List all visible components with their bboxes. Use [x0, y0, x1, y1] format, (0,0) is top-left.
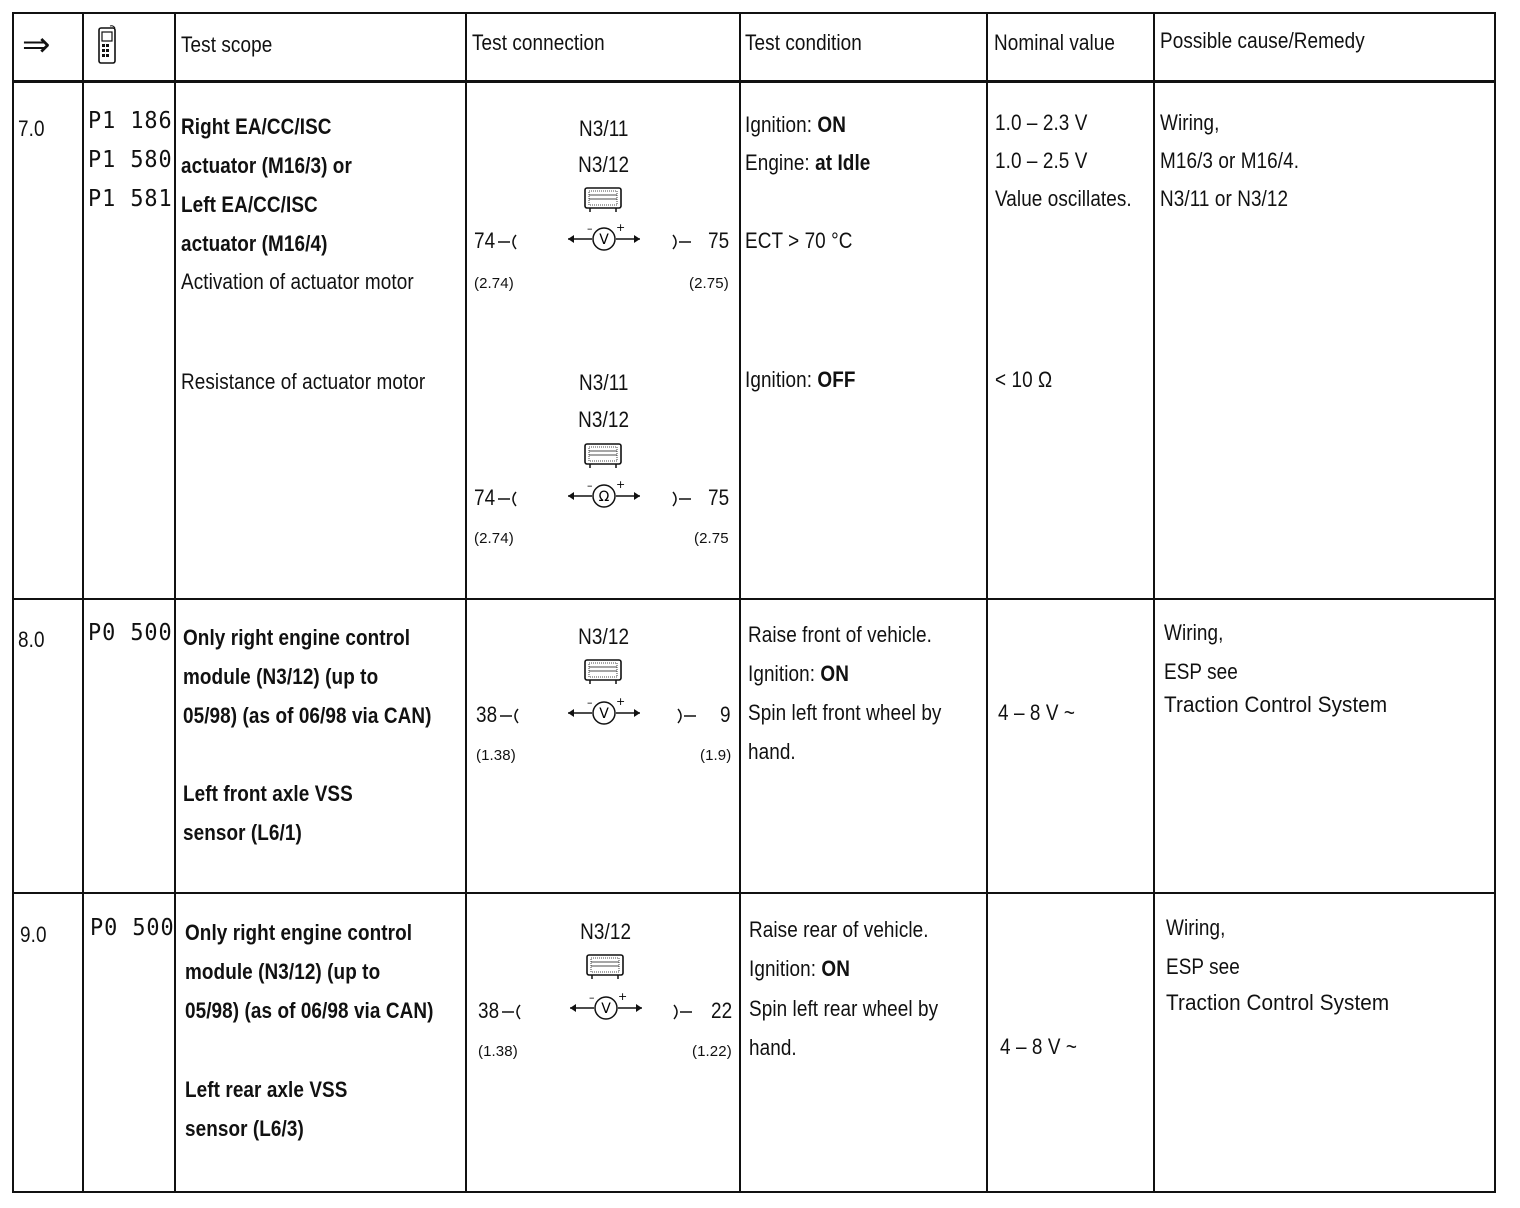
nominal-value: Value oscillates.: [995, 186, 1132, 211]
left-pin-ref: (2.74): [474, 530, 514, 547]
svg-text:V: V: [599, 232, 609, 248]
nominal-value: 1.0 – 2.5 V: [995, 148, 1088, 173]
svg-text:Ω: Ω: [598, 489, 610, 505]
cause-line: Wiring,: [1160, 110, 1220, 135]
row-divider: [14, 892, 1494, 894]
svg-text:V: V: [599, 706, 609, 722]
left-pin: 38: [478, 998, 500, 1023]
svg-text:+: +: [618, 990, 628, 1003]
scope-line: Resistance of actuator motor: [181, 369, 426, 394]
scope-line: Left rear axle VSS: [185, 1077, 348, 1102]
condition-ignition: Ignition: ON: [745, 112, 846, 137]
header-nominal-value: Nominal value: [994, 30, 1116, 55]
right-pin: 75: [708, 228, 730, 253]
control-unit-icon: [584, 187, 622, 213]
scope-line: Activation of actuator motor: [181, 269, 414, 294]
row-divider: [14, 598, 1494, 600]
svg-text:V: V: [601, 1001, 611, 1017]
column-divider: [82, 14, 84, 1191]
hand-held-tester-icon: [96, 26, 120, 66]
column-divider: [739, 14, 741, 1191]
svg-text:+: +: [616, 695, 626, 708]
header-test-condition: Test condition: [745, 30, 862, 55]
condition-ect: ECT > 70 °C: [745, 228, 853, 253]
scope-line: 05/98) (as of 06/98 via CAN): [183, 703, 432, 728]
scope-line: actuator (M16/4): [181, 231, 328, 256]
cause-line: N3/11 or N3/12: [1160, 186, 1289, 211]
right-pin-ref: (1.9): [700, 747, 732, 764]
module-label: N3/12: [578, 152, 630, 177]
voltmeter-icon: [566, 696, 642, 730]
step-number: 7.0: [18, 116, 45, 141]
nominal-value: 4 – 8 V ~: [998, 700, 1076, 725]
condition-ignition: Ignition: ON: [749, 956, 850, 981]
plug-left-icon: [496, 232, 518, 252]
fault-code: P1 186: [88, 108, 173, 134]
cause-line: ESP see: [1166, 954, 1240, 979]
svg-text:–: –: [587, 222, 593, 235]
step-number: 9.0: [20, 922, 47, 947]
cause-line: Traction Control System: [1164, 692, 1388, 717]
header-divider: [14, 80, 1494, 83]
fault-code: P0 500: [88, 620, 173, 646]
scope-line: Only right engine control: [185, 920, 413, 945]
condition-line: hand.: [748, 739, 796, 764]
column-divider: [1153, 14, 1155, 1191]
test-table: [12, 12, 1496, 1193]
cause-line: Wiring,: [1166, 915, 1226, 940]
voltmeter-icon: [568, 991, 644, 1025]
scope-line: actuator (M16/3) or: [181, 153, 352, 178]
cause-line: Traction Control System: [1166, 990, 1390, 1015]
header-possible-cause: Possible cause/Remedy: [1160, 28, 1365, 53]
column-divider: [986, 14, 988, 1191]
scope-line: module (N3/12) (up to: [185, 959, 381, 984]
control-unit-icon: [584, 659, 622, 685]
scope-line: module (N3/12) (up to: [183, 664, 379, 689]
left-pin: 38: [476, 702, 498, 727]
svg-text:–: –: [587, 696, 593, 709]
plug-right-icon: [671, 489, 693, 509]
cause-line: Wiring,: [1164, 620, 1224, 645]
module-label: N3/11: [579, 116, 629, 141]
scope-line: 05/98) (as of 06/98 via CAN): [185, 998, 434, 1023]
cause-line: M16/3 or M16/4.: [1160, 148, 1300, 173]
fault-code: P1 580: [88, 147, 173, 173]
header-test-scope: Test scope: [181, 32, 273, 57]
plug-right-icon: [672, 1002, 694, 1022]
plug-left-icon: [498, 706, 520, 726]
step-number: 8.0: [18, 627, 45, 652]
scope-line: Left EA/CC/ISC: [181, 192, 318, 217]
svg-text:+: +: [616, 478, 626, 491]
svg-text:–: –: [589, 991, 595, 1004]
scope-line: Right EA/CC/ISC: [181, 114, 332, 139]
plug-left-icon: [496, 489, 518, 509]
plug-right-icon: [671, 232, 693, 252]
condition-line: Spin left front wheel by: [748, 700, 942, 725]
svg-text:–: –: [587, 479, 593, 492]
condition-line: Raise rear of vehicle.: [749, 917, 929, 942]
right-pin: 75: [708, 485, 730, 510]
cause-line: ESP see: [1164, 659, 1238, 684]
plug-left-icon: [500, 1002, 522, 1022]
plug-right-icon: [676, 706, 698, 726]
condition-ignition: Ignition: OFF: [745, 367, 856, 392]
fault-code: P0 500: [90, 915, 175, 941]
voltmeter-icon: [566, 222, 642, 256]
left-pin-ref: (2.74): [474, 275, 514, 292]
condition-line: Raise front of vehicle.: [748, 622, 932, 647]
scope-line: Left front axle VSS: [183, 781, 353, 806]
condition-ignition: Ignition: ON: [748, 661, 849, 686]
nominal-value: < 10 Ω: [995, 367, 1053, 392]
right-pin-ref: (1.22): [692, 1043, 732, 1060]
right-pin-ref: (2.75: [694, 530, 729, 547]
fault-code: P1 581: [88, 186, 173, 212]
right-pin-ref: (2.75): [689, 275, 729, 292]
module-label: N3/11: [579, 370, 629, 395]
scope-line: sensor (L6/3): [185, 1116, 304, 1141]
left-pin: 74: [474, 228, 496, 253]
header-test-connection: Test connection: [472, 30, 605, 55]
ohmmeter-icon: [566, 479, 642, 513]
svg-text:+: +: [616, 221, 626, 234]
left-pin-ref: (1.38): [478, 1043, 518, 1060]
module-label: N3/12: [578, 407, 630, 432]
right-pin: 22: [711, 998, 733, 1023]
control-unit-icon: [584, 443, 622, 469]
condition-line: hand.: [749, 1035, 797, 1060]
arrow-icon: ⇒: [22, 25, 51, 65]
scope-line: sensor (L6/1): [183, 820, 302, 845]
control-unit-icon: [586, 954, 624, 980]
scope-line: Only right engine control: [183, 625, 411, 650]
left-pin: 74: [474, 485, 496, 510]
module-label: N3/12: [578, 624, 630, 649]
condition-line: Spin left rear wheel by: [749, 996, 939, 1021]
nominal-value: 1.0 – 2.3 V: [995, 110, 1088, 135]
right-pin: 9: [720, 702, 731, 727]
condition-engine: Engine: at Idle: [745, 150, 871, 175]
left-pin-ref: (1.38): [476, 747, 516, 764]
column-divider: [174, 14, 176, 1191]
module-label: N3/12: [580, 919, 632, 944]
nominal-value: 4 – 8 V ~: [1000, 1034, 1078, 1059]
column-divider: [465, 14, 467, 1191]
